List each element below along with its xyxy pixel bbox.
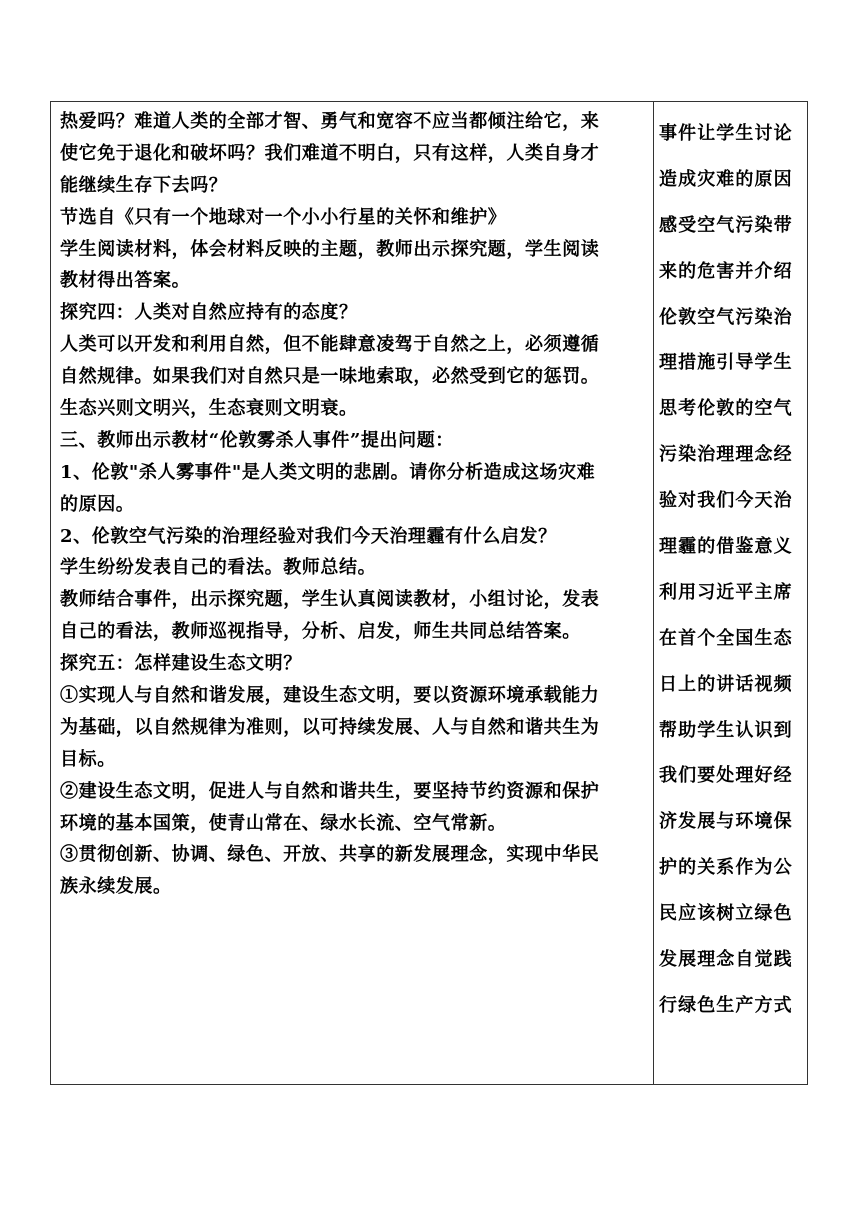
design-intent-line: 利用习近平主席 [659, 581, 793, 603]
column-divider [653, 102, 654, 1084]
design-intent-line: 污染治理理念经 [659, 444, 793, 466]
design-intent-line: 事件让学生讨论 [659, 123, 793, 144]
content-line: ②建设生态文明，促进人与自然和谐共生，要坚持节约资源和保护 [60, 780, 600, 802]
design-intent-line: 行绿色生产方式 [659, 994, 793, 1016]
content-line: 目标。 [60, 748, 116, 770]
content-line: 族永续发展。 [60, 876, 172, 898]
content-line: 为基础，以自然规律为准则，以可持续发展、人与自然和谐共生为 [60, 716, 600, 738]
design-intent-line: 我们要处理好经 [659, 765, 793, 787]
content-line: 节选自《只有一个地球对一个小小行星的关怀和维护》 [60, 206, 507, 228]
design-intent-line: 造成灾难的原因 [659, 168, 793, 190]
teaching-content-cell [60, 106, 648, 903]
design-intent-line: 感受空气污染带 [659, 214, 793, 236]
design-intent-line: 理霾的借鉴意义 [659, 536, 793, 558]
design-intent-line: 护的关系作为公 [659, 857, 793, 879]
content-line: 人类可以开发和利用自然，但不能肆意凌驾于自然之上，必须遵循 [60, 334, 600, 356]
design-intent-line: 济发展与环境保 [659, 811, 793, 833]
design-intent-line: 在首个全国生态 [659, 627, 793, 649]
content-line: ①实现人与自然和谐发展，建设生态文明，要以资源环境承载能力 [60, 685, 600, 707]
content-line: 教材得出答案。 [60, 270, 191, 292]
content-line: 环境的基本国策，使青山常在、绿水长流、空气常新。 [60, 812, 507, 834]
content-line: 学生阅读材料，体会材料反映的主题，教师出示探究题，学生阅读 [60, 238, 600, 260]
design-intent-line: 帮助学生认识到 [659, 719, 793, 741]
content-line: 学生纷纷发表自己的看法。教师总结。 [60, 557, 377, 579]
design-intent-line: 验对我们今天治 [659, 490, 793, 512]
content-line: 三、教师出示教材“伦敦雾杀人事件”提出问题： [60, 429, 454, 451]
content-line: 探究四：人类对自然应持有的态度？ [60, 302, 358, 324]
content-line: 1、伦敦"杀人雾事件"是人类文明的悲剧。请你分析造成这场灾难 [60, 461, 596, 483]
content-line: 探究五：怎样建设生态文明？ [60, 653, 302, 675]
content-line: 热爱吗？难道人类的全部才智、勇气和宽容不应当都倾注给它，来 [60, 111, 600, 132]
design-intent-line: 理措施引导学生 [659, 352, 793, 374]
content-line: 教师结合事件，出示探究题，学生认真阅读教材，小组讨论，发表 [60, 589, 600, 611]
design-intent-line: 发展理念自觉践 [659, 949, 793, 971]
content-line: 能继续生存下去吗？ [60, 174, 228, 196]
design-intent-line: 伦敦空气污染治 [659, 306, 793, 328]
content-line: 自然规律。如果我们对自然只是一味地索取，必然受到它的惩罚。 [60, 366, 600, 388]
content-line: 自己的看法，教师巡视指导，分析、启发，师生共同总结答案。 [60, 621, 581, 643]
content-line: 的原因。 [60, 493, 135, 515]
content-line: 生态兴则文明兴，生态衰则文明衰。 [60, 398, 358, 420]
content-line: ③贯彻创新、协调、绿色、开放、共享的新发展理念，实现中华民 [60, 844, 600, 866]
design-intent-cell [659, 111, 805, 1029]
content-line: 2、伦敦空气污染的治理经验对我们今天治理霾有什么启发？ [60, 525, 557, 547]
lesson-table [50, 101, 808, 1085]
design-intent-line: 思考伦敦的空气 [659, 398, 793, 420]
design-intent-line: 日上的讲话视频 [659, 673, 793, 695]
design-intent-line: 来的危害并介绍 [659, 260, 793, 282]
content-line: 使它免于退化和破坏吗？我们难道不明白，只有这样，人类自身才 [60, 142, 600, 164]
design-intent-line: 民应该树立绿色 [659, 903, 793, 925]
